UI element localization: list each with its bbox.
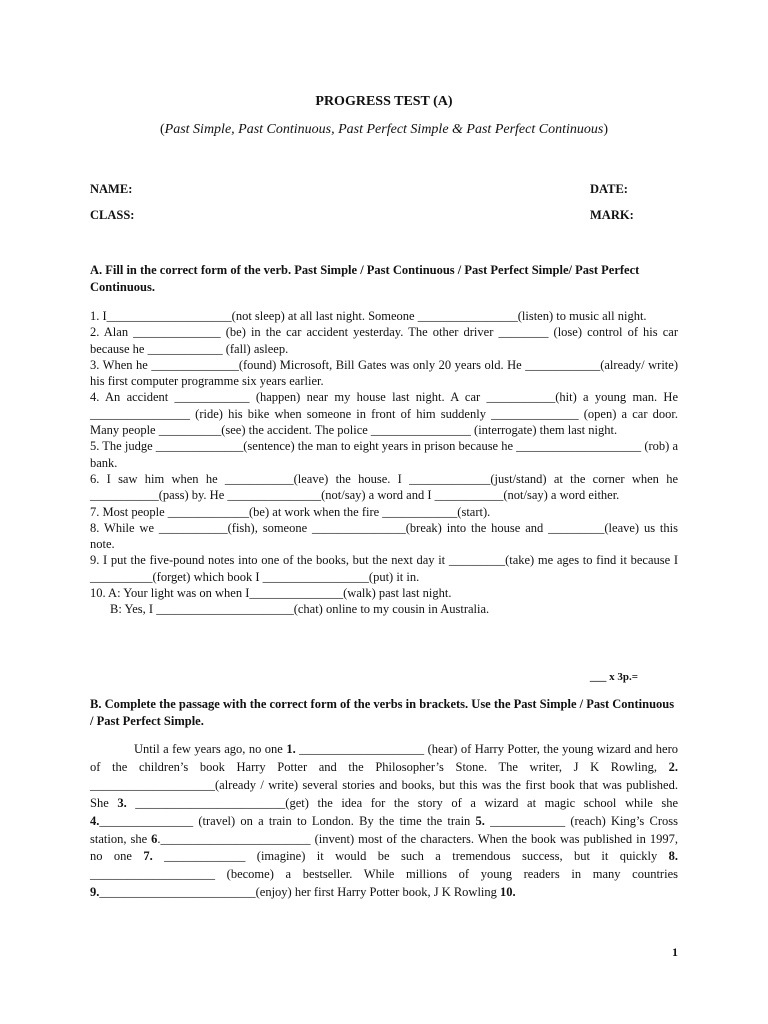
- section-a-exercise-list: [90, 308, 678, 618]
- name-field-label: NAME:: [90, 182, 133, 196]
- passage-text: Until a few years ago, no one: [134, 742, 287, 756]
- page-title: PROGRESS TEST (A): [315, 94, 453, 109]
- subtitle-tenses: Past Simple, Past Continuous, Past Perfect Simple & Past Perfect Continuous: [164, 122, 604, 137]
- exercise-item-2: 2. Alan ______________ (be) in the car accident yesterday. The other driver ________ (lose) control of his car because he ____________ (fall) asleep.: [90, 325, 678, 356]
- passage-body: [90, 742, 678, 899]
- passage-question-number: 2.: [668, 759, 678, 774]
- section-b-heading: B. Complete the passage with the correct form of the verbs in brackets. Use the Past Simple / Past Continuous / Past Perfect Simple.: [90, 697, 675, 728]
- passage-text: _________________________(enjoy) her first Harry Potter book, J K Rowling: [99, 885, 501, 900]
- passage-question-number: 10.: [500, 885, 516, 900]
- passage-text: ________________________(get) the idea for the story of a wizard at magic school while she: [126, 795, 679, 810]
- exercise-item-10a: 10. A: Your light was on when I_______________(walk) past last night.: [90, 586, 452, 601]
- exercise-item-4: 4. An accident ____________ (happen) near my house last night. A car ___________(hit) a young man. He ________________ (ride) his bike when someone in front of him suddenly ______________ (open) a car door. Many people __________(see) the accident. The police ________________ (interrogate) them last night.: [90, 390, 678, 438]
- passage-question-number: 8.: [668, 849, 678, 864]
- subtitle-open-paren: (: [160, 122, 165, 137]
- date-field-label: DATE:: [590, 182, 628, 196]
- exercise-item-6: 6. I saw him when he ___________(leave) the house. I _____________(just/stand) at the corner when he ___________(pass) by. He _______________(not/say) a word and I ___________(not/say) a word either.: [90, 471, 678, 503]
- passage-text: ____________________(already / write) several stories and books, but this was the first book that was published. She: [90, 777, 678, 810]
- exercise-item-8: 8. While we ___________(fish), someone _______________(break) into the house and _________(leave) us this note.: [90, 520, 678, 552]
- class-field-label: CLASS:: [90, 208, 135, 222]
- page-number: 1: [672, 945, 678, 959]
- section-b-passage: [90, 741, 678, 902]
- passage-text: ____________________ (hear) of Harry Potter, the young wizard and hero of the children’s book Harry Potter and the Philosopher’s Stone. The writer, J K Rowling,: [90, 742, 679, 774]
- section-a-score: ___ x 3p.=: [589, 671, 638, 683]
- exercise-item-1: 1. I____________________(not sleep) at all last night. Someone ________________(listen) to music all night.: [90, 309, 647, 323]
- exercise-item-7: 7. Most people _____________(be) at work when the fire ____________(start).: [90, 504, 491, 519]
- passage-question-number: 5.: [475, 813, 485, 828]
- passage-question-number: 7.: [143, 849, 153, 864]
- exercise-item-3: 3. When he ______________(found) Microsoft, Bill Gates was only 20 years old. He ____________(already/ write) his first computer programme six years earlier.: [90, 357, 678, 389]
- section-a-heading: A. Fill in the correct form of the verb. Past Simple / Past Continuous / Past Perfect Simple/ Past Perfect Continuous.: [90, 263, 640, 294]
- passage-text: _____________ (imagine) it would be such a tremendous success, but it quickly: [152, 849, 669, 864]
- exercise-item-5: 5. The judge ______________(sentence) the man to eight years in prison because he ____________________ (rob) a bank.: [90, 439, 678, 470]
- passage-text: ____________ (reach) King’s Cross station, she: [90, 813, 678, 846]
- passage-question-number: 9.: [90, 885, 100, 900]
- passage-text: _______________ (travel) on a train to London. By the time the train: [99, 813, 476, 828]
- passage-question-number: 4.: [90, 813, 100, 828]
- passage-text: ____________________ (become) a bestseller. While millions of young readers in many countries: [90, 867, 678, 882]
- mark-field-label: MARK:: [590, 208, 634, 222]
- exercise-item-10b: B: Yes, I ______________________(chat) online to my cousin in Australia.: [110, 602, 490, 617]
- passage-question-number: 3.: [117, 795, 127, 810]
- page-subtitle: [0, 122, 768, 138]
- passage-question-number: 6: [151, 831, 158, 846]
- exercise-item-9: 9. I put the five-pound notes into one of the books, but the next day it _________(take) me ages to find it because I __________(forget) which book I _________________(put) it in.: [90, 553, 678, 584]
- subtitle-close-paren: ): [603, 122, 608, 137]
- passage-question-number: 1.: [286, 742, 296, 756]
- passage-text: .________________________ (invent) most of the characters. When the book was published in 1997, no one: [90, 831, 678, 864]
